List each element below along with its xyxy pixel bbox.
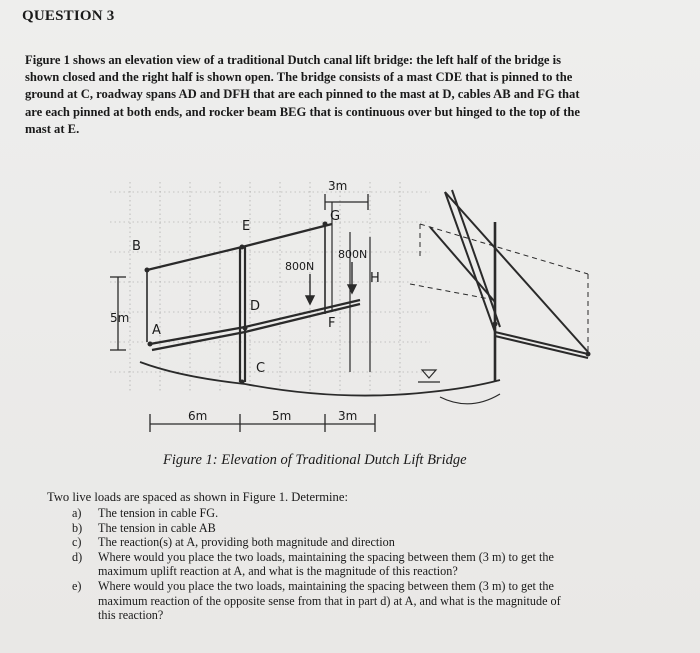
item-text: [98, 535, 652, 550]
intro-line: Figure 1 shows an elevation view of a traditional Dutch canal lift bridge: the left half of the bridge is: [25, 53, 562, 67]
item-text: [98, 550, 652, 579]
item-letter: b): [72, 520, 83, 535]
question-title: QUESTION 3: [22, 8, 115, 24]
list-item: [72, 535, 652, 550]
item-text: [98, 579, 652, 623]
intro-paragraph: [25, 52, 665, 138]
label-E: E: [242, 219, 251, 234]
label-G: G: [330, 209, 341, 224]
item-text: [98, 521, 652, 536]
intro-line: ground at C, roadway spans AD and DFH that are each pinned to the mast at D, cables AB and FG that: [25, 87, 580, 102]
label-B: B: [132, 239, 141, 254]
right-bridge-open: [410, 190, 588, 382]
item-line: Where would you place the two loads, maintaining the spacing between them (3 m) to get the: [98, 549, 554, 564]
ground-profile: [140, 362, 500, 404]
rocker-beam-BE: [147, 247, 242, 270]
dim-bottom-3: 3m: [338, 409, 358, 423]
item-letter: a): [72, 506, 82, 520]
roadway-DFH-edge: [245, 304, 360, 332]
open-mast: [445, 192, 495, 332]
question-prompt: Two live loads are spaced as shown in Figure 1. Determine:: [47, 490, 348, 504]
bridge-figure: [100, 162, 605, 442]
list-item: [72, 521, 652, 536]
figure-caption: Figure 1: Elevation of Traditional Dutch Lift Bridge: [163, 452, 467, 468]
question-list: [72, 506, 652, 623]
dashed-closed-top: [420, 224, 588, 274]
dim-bottom-2: 5m: [272, 409, 292, 423]
load-arrow-2-head: [348, 285, 356, 293]
dim-top-label: 3m: [328, 179, 348, 193]
open-cable: [445, 192, 588, 352]
item-line: this reaction?: [98, 608, 164, 623]
label-F: F: [328, 316, 336, 331]
label-A: A: [152, 323, 161, 338]
item-letter: c): [72, 535, 82, 550]
rocker-beam-EG: [242, 224, 332, 247]
dim-left-label: 5m: [110, 311, 130, 325]
item-line: Where would you place the two loads, maintaining the spacing between them (3 m) to get the: [98, 578, 554, 593]
load-label-1: 800N: [285, 260, 315, 273]
item-line: maximum uplift reaction at A, and what is the magnitude of this reaction?: [98, 564, 458, 579]
item-letter: d): [72, 549, 83, 564]
intro-line: mast at E.: [25, 121, 80, 136]
label-C: C: [256, 361, 266, 376]
intro-line: are each pinned at both ends, and rocker beam BEG that is continuous over but hinged to the top of the: [25, 104, 581, 119]
item-line: The tension in cable FG.: [98, 506, 219, 520]
open-mast-edge: [452, 190, 500, 327]
list-item: [72, 506, 652, 521]
list-item: [72, 550, 652, 579]
grid-lines: [110, 182, 430, 392]
load-label-2: 800N: [338, 248, 368, 261]
load-arrow-1-head: [306, 296, 314, 304]
item-text: [98, 506, 652, 521]
intro-line: shown closed and the right half is shown open. The bridge consists of a mast CDE that is pinned to the: [25, 70, 573, 85]
dim-bottom-1: 6m: [188, 409, 208, 423]
item-line: The tension in cable AB: [98, 520, 216, 535]
item-letter: e): [72, 578, 82, 593]
label-H: H: [370, 271, 380, 286]
item-line: The reaction(s) at A, providing both magnitude and direction: [98, 535, 395, 550]
item-line: maximum reaction of the opposite sense from that in part d) at A, and what is the magnitude of: [98, 593, 561, 608]
label-D: D: [250, 299, 261, 314]
left-bridge-structure: [147, 202, 370, 382]
open-span-edge: [495, 336, 588, 358]
roadway-DFH: [245, 300, 360, 327]
list-item: [72, 579, 652, 623]
pin-joints: [145, 222, 591, 385]
